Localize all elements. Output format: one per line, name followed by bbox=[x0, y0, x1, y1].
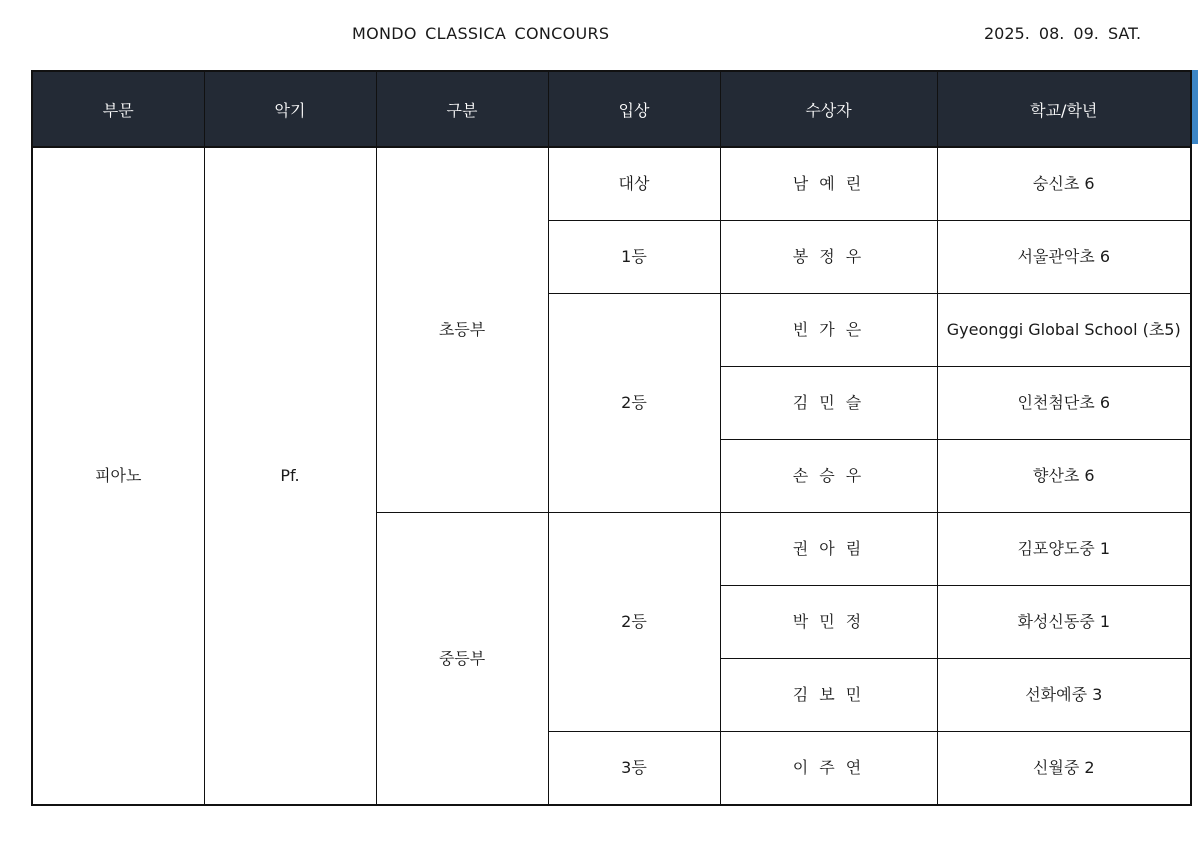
column-header-instrument: 악기 bbox=[204, 71, 376, 147]
award-cell-grand: 대상 bbox=[548, 147, 720, 221]
school-grade: 향산초 6 bbox=[937, 440, 1191, 513]
column-header-school-grade: 학교/학년 bbox=[937, 71, 1191, 147]
instrument-cell: Pf. bbox=[204, 147, 376, 805]
results-table bbox=[31, 70, 1192, 806]
school-grade: 인천첨단초 6 bbox=[937, 367, 1191, 440]
winner-name: 박 민 정 bbox=[720, 586, 937, 659]
winner-name: 김 보 민 bbox=[720, 659, 937, 732]
division-cell-elementary: 초등부 bbox=[376, 147, 548, 513]
column-header-winner: 수상자 bbox=[720, 71, 937, 147]
division-cell-middle: 중등부 bbox=[376, 513, 548, 806]
winner-name: 손 승 우 bbox=[720, 440, 937, 513]
column-header-division: 구분 bbox=[376, 71, 548, 147]
document-title: MONDO CLASSICA CONCOURS bbox=[352, 24, 610, 43]
award-cell-third: 3등 bbox=[548, 732, 720, 806]
school-grade: 서울관악초 6 bbox=[937, 221, 1191, 294]
award-cell-first: 1등 bbox=[548, 221, 720, 294]
school-grade: 김포양도중 1 bbox=[937, 513, 1191, 586]
school-grade: 숭신초 6 bbox=[937, 147, 1191, 221]
winner-name: 이 주 연 bbox=[720, 732, 937, 806]
school-grade: Gyeonggi Global School (초5) bbox=[937, 294, 1191, 367]
column-header-section: 부문 bbox=[32, 71, 204, 147]
table-header-row bbox=[32, 71, 1191, 147]
award-cell-second: 2등 bbox=[548, 513, 720, 732]
winner-name: 김 민 슬 bbox=[720, 367, 937, 440]
school-grade: 화성신동중 1 bbox=[937, 586, 1191, 659]
school-grade: 선화예중 3 bbox=[937, 659, 1191, 732]
winner-name: 빈 가 은 bbox=[720, 294, 937, 367]
section-cell: 피아노 bbox=[32, 147, 204, 805]
table-row bbox=[32, 147, 1191, 221]
accent-bar bbox=[1191, 70, 1198, 144]
winner-name: 권 아 림 bbox=[720, 513, 937, 586]
winner-name: 봉 정 우 bbox=[720, 221, 937, 294]
school-grade: 신월중 2 bbox=[937, 732, 1191, 806]
winner-name: 남 예 린 bbox=[720, 147, 937, 221]
column-header-award: 입상 bbox=[548, 71, 720, 147]
award-cell-second: 2등 bbox=[548, 294, 720, 513]
document-date: 2025. 08. 09. SAT. bbox=[984, 24, 1142, 43]
